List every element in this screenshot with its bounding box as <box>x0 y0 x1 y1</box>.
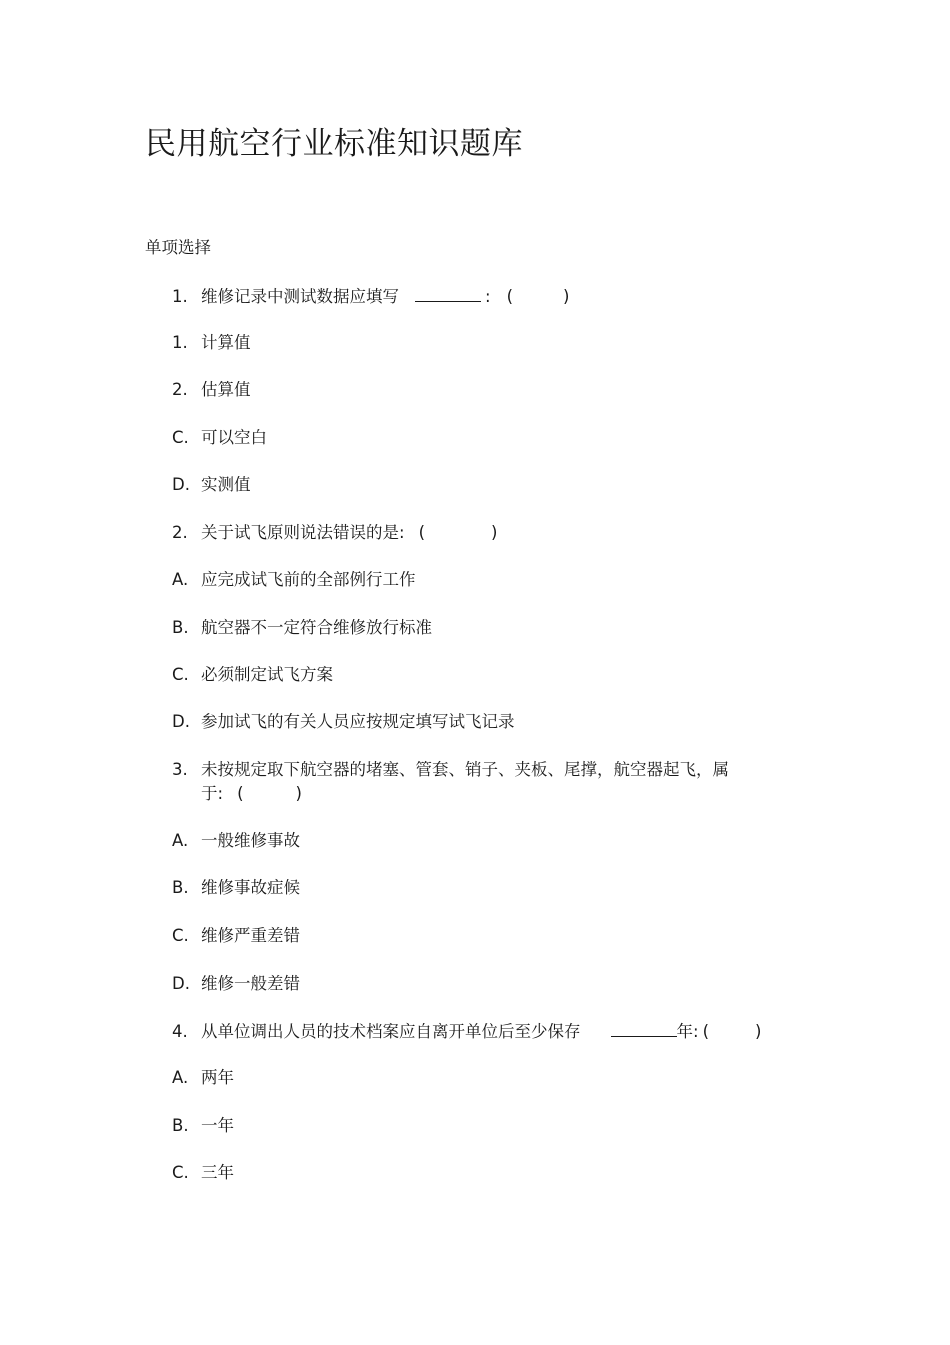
question-1 <box>172 284 569 309</box>
question-text: 关于试飞原则说法错误的是: <box>201 523 405 542</box>
option-text: 维修事故症候 <box>201 878 300 897</box>
option-label: B. <box>172 618 189 637</box>
option-text: 航空器不一定符合维修放行标准 <box>201 618 432 637</box>
option-label: C. <box>172 428 189 447</box>
option <box>172 473 251 497</box>
option <box>172 426 267 450</box>
option-text: 必须制定试飞方案 <box>201 665 333 684</box>
answer-paren-close: ) <box>563 287 570 306</box>
colon: : <box>485 287 491 306</box>
answer-paren-close: ) <box>491 523 498 542</box>
option-label: A. <box>172 570 189 589</box>
answer-paren-close: ) <box>755 1022 762 1041</box>
answer-blank <box>611 1019 677 1037</box>
option <box>172 1066 234 1090</box>
option-label: A. <box>172 831 189 850</box>
section-heading: 单项选择 <box>145 238 211 257</box>
option-text: 估算值 <box>201 380 251 399</box>
option-text: 两年 <box>201 1068 234 1087</box>
option-label: C. <box>172 926 189 945</box>
option-label: C. <box>172 665 189 684</box>
question-number: 2. <box>172 523 188 542</box>
question-text: 维修记录中测试数据应填写 <box>201 287 399 306</box>
answer-paren-open: ( <box>237 784 244 803</box>
option <box>172 378 251 402</box>
option <box>172 876 300 900</box>
option-text: 可以空白 <box>201 428 267 447</box>
option-label: A. <box>172 1068 189 1087</box>
option-label: B. <box>172 878 189 897</box>
option-text: 维修一般差错 <box>201 974 300 993</box>
option <box>172 331 251 355</box>
option-text: 一年 <box>201 1116 234 1135</box>
answer-paren-close: ) <box>295 784 302 803</box>
option-text: 参加试飞的有关人员应按规定填写试飞记录 <box>201 712 515 731</box>
question-number: 4. <box>172 1022 188 1041</box>
option <box>172 663 333 687</box>
question-number: 3. <box>172 760 188 779</box>
option-text: 实测值 <box>201 475 251 494</box>
question-text: 从单位调出人员的技术档案应自离开单位后至少保存 <box>201 1022 581 1041</box>
question-number: 1. <box>172 287 188 306</box>
option-text: 应完成试飞前的全部例行工作 <box>201 570 416 589</box>
option <box>172 1114 234 1138</box>
option <box>172 568 416 592</box>
question-text: 未按规定取下航空器的堵塞、管套、销子、夹板、尾撑，航空器起飞，属 <box>201 760 729 779</box>
answer-paren-open: ( <box>506 287 513 306</box>
option-text: 维修严重差错 <box>201 926 300 945</box>
option <box>172 710 515 734</box>
page-title: 民用航空行业标准知识题库 <box>145 126 523 162</box>
option-text: 三年 <box>201 1163 234 1182</box>
option <box>172 972 300 996</box>
option <box>172 1161 234 1185</box>
option <box>172 924 300 948</box>
option-label: D. <box>172 712 190 731</box>
question-3 <box>172 758 729 782</box>
answer-paren-open: ( <box>418 523 425 542</box>
question-4 <box>172 1019 761 1044</box>
option-text: 一般维修事故 <box>201 831 300 850</box>
option-label: D. <box>172 974 190 993</box>
option-label: D. <box>172 475 190 494</box>
option-label: B. <box>172 1116 189 1135</box>
answer-paren-open: ( <box>702 1022 709 1041</box>
option <box>172 616 432 640</box>
option-label: 2. <box>172 380 188 399</box>
question-2 <box>172 521 497 545</box>
option-label: 1. <box>172 333 188 352</box>
question-3-continuation <box>201 782 302 806</box>
answer-blank <box>415 284 481 302</box>
option-label: C. <box>172 1163 189 1182</box>
option <box>172 829 300 853</box>
option-text: 计算值 <box>201 333 251 352</box>
question-text: 于: <box>201 784 224 803</box>
question-suffix: 年: <box>676 1022 699 1041</box>
